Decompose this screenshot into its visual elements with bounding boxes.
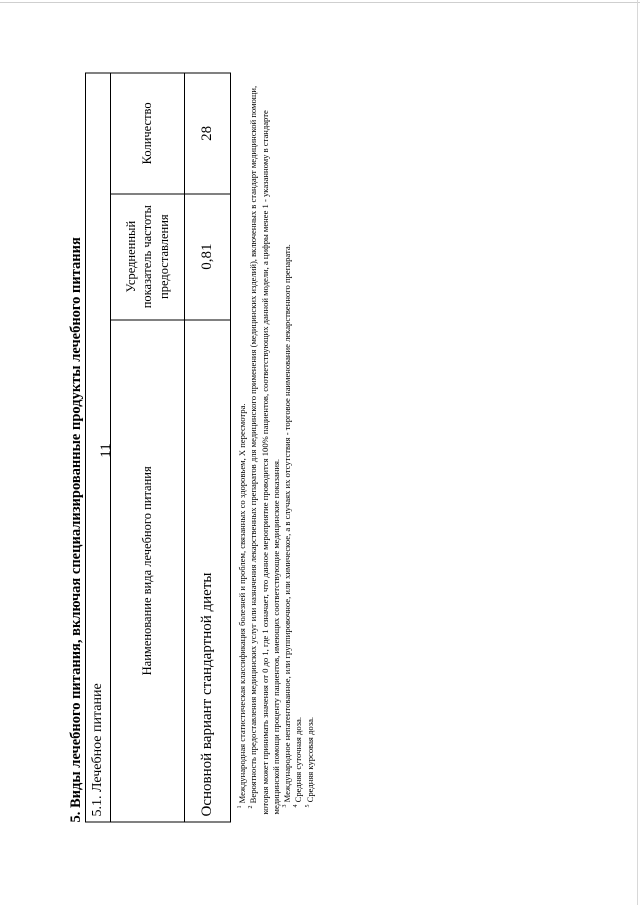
section-title: 5. Виды лечебного питания, включая специализированные продукты лечебного питания xyxy=(68,237,84,823)
footnote-1 xyxy=(237,80,248,815)
page-number: 11 xyxy=(98,443,114,458)
footnote-5-marker: 5 xyxy=(304,804,311,808)
table-row xyxy=(185,73,231,822)
footnote-2 xyxy=(248,80,282,815)
footnote-4-text: Средняя суточная доза. xyxy=(293,717,304,803)
table-header-row xyxy=(111,73,185,822)
footnote-4 xyxy=(293,80,304,815)
footnotes xyxy=(237,80,316,815)
cell-quantity: 28 xyxy=(185,73,231,194)
footnote-1-text: Международная статистическая классификация болезней и проблем, связанных со здоровьем, X пересмотра. xyxy=(237,403,247,804)
table-subsection-row xyxy=(86,73,111,822)
header-name: Наименование вида лечебного питания xyxy=(111,320,185,822)
footnote-3-text: Международное непатентованное, или группировочное, или химическое, а в случаях их отсутствия - торговое наименование лекарственного препарата. xyxy=(282,244,293,803)
footnote-2-text: Вероятность предоставления медицинских услуг или назначения лекарственных препаратов для медицинского применения (медицинских изделий), включенных в стандарт медицинской помощи, которая может принимать значения от 0 до 1, где 1 означает, что данное мероприятие проводится 100% пациентов, соответствующих данной модели, а цифры менее 1 - указанному в стандарте медицинской помощи проценту пациентов, имеющих соответствующие медицинские показания. xyxy=(248,85,281,815)
cell-frequency: 0,81 xyxy=(185,194,231,320)
subsection-title: 5.1. Лечебное питание xyxy=(86,73,111,822)
diet-table xyxy=(85,73,231,823)
header-frequency: Усредненный показатель частоты предоставления xyxy=(111,194,185,320)
footnote-5-text: Средняя курсовая доза. xyxy=(304,716,315,803)
footnote-3 xyxy=(282,80,293,815)
footnote-3-marker: 3 xyxy=(282,804,289,808)
cell-diet-name: Основной вариант стандартной диеты xyxy=(185,320,231,822)
footnote-2-marker: 2 xyxy=(248,805,255,809)
footnote-1-marker: 1 xyxy=(237,805,244,809)
header-quantity: Количество xyxy=(111,73,185,194)
footnote-5 xyxy=(305,80,316,815)
footnote-4-marker: 4 xyxy=(293,804,300,808)
